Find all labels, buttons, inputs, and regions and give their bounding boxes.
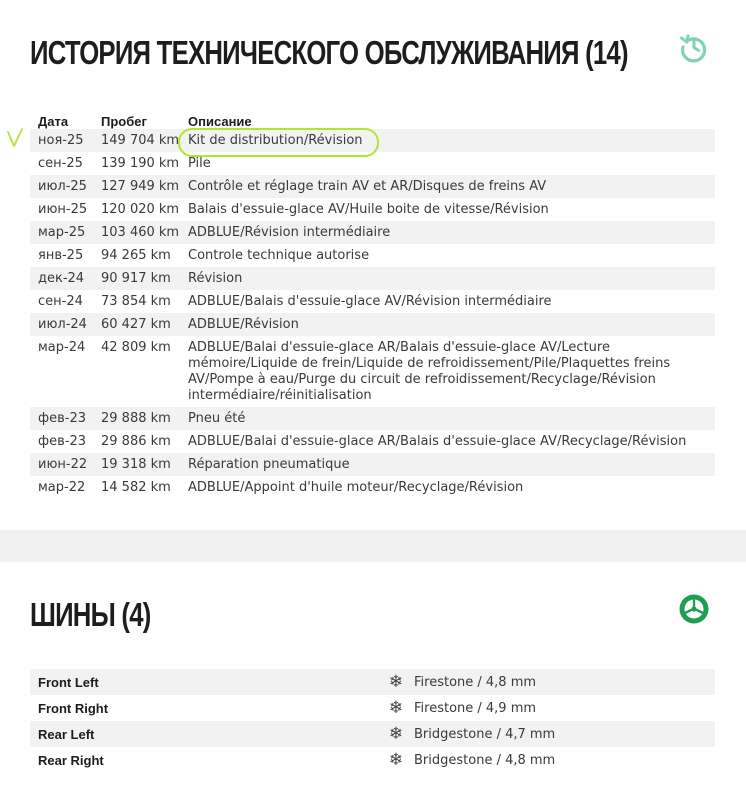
row-description: Réparation pneumatique xyxy=(188,453,715,476)
tire-row xyxy=(30,721,715,747)
row-date: ноя-25 xyxy=(30,129,101,152)
row-mileage: 94 265 km xyxy=(101,248,171,263)
row-date: сен-24 xyxy=(38,294,83,309)
row-date: мар-25 xyxy=(30,221,101,244)
table-row xyxy=(30,129,715,152)
row-mileage: 103 460 km xyxy=(101,221,188,244)
history-icon[interactable] xyxy=(678,31,710,63)
table-row xyxy=(30,476,715,499)
row-mileage: 29 886 km xyxy=(101,434,171,449)
history-header-row xyxy=(30,107,715,129)
check-mark xyxy=(6,127,24,149)
row-description: ADBLUE/Appoint d'huile moteur/Recyclage/Révision xyxy=(188,480,524,495)
row-description: Controle technique autorise xyxy=(188,248,370,263)
row-description: ADBLUE/Balai d'essuie-glace AR/Balais d'essuie-glace AV/Recyclage/Révision xyxy=(188,434,687,449)
row-mileage: 60 427 km xyxy=(101,313,188,336)
tire-brand-depth: Bridgestone / 4,8 mm xyxy=(414,752,556,768)
history-table xyxy=(30,107,715,499)
row-mileage: 19 318 km xyxy=(101,453,188,476)
tire-row xyxy=(30,669,715,695)
tires-title: ШИНЫ (4) xyxy=(30,596,151,633)
row-date: июн-22 xyxy=(30,453,101,476)
tire-list xyxy=(30,669,715,773)
row-description: Balais d'essuie-glace AV/Huile boite de vitesse/Révision xyxy=(188,202,549,217)
row-date: июн-25 xyxy=(38,202,88,217)
row-mileage: 29 888 km xyxy=(101,407,188,430)
row-description: ADBLUE/Révision xyxy=(188,313,715,336)
snowflake-icon: ❄ xyxy=(388,672,404,692)
table-row xyxy=(30,290,715,313)
row-date: дек-24 xyxy=(30,267,101,290)
table-row xyxy=(30,430,715,453)
snowflake-icon: ❄ xyxy=(388,750,404,770)
table-row xyxy=(30,244,715,267)
row-date: фев-23 xyxy=(38,434,87,449)
column-header-description: Описание xyxy=(188,114,252,129)
table-row xyxy=(30,336,715,407)
row-mileage: 120 020 km xyxy=(101,202,180,217)
row-description: ADBLUE/Révision intermédiaire xyxy=(188,221,715,244)
row-description: Pile xyxy=(188,156,211,171)
table-row xyxy=(30,267,715,290)
row-mileage: 127 949 km xyxy=(101,175,188,198)
row-description: ADBLUE/Balais d'essuie-glace AV/Révision intermédiaire xyxy=(188,294,552,309)
column-header-mileage: Пробег xyxy=(101,114,147,129)
row-mileage: 149 704 km xyxy=(101,129,188,152)
row-description: Révision xyxy=(188,267,715,290)
row-mileage: 73 854 km xyxy=(101,294,171,309)
row-date: мар-22 xyxy=(38,480,86,495)
row-date: июл-25 xyxy=(30,175,101,198)
tire-brand-depth: Firestone / 4,9 mm xyxy=(414,700,537,716)
row-mileage: 14 582 km xyxy=(101,480,171,495)
tire-position: Rear Left xyxy=(38,726,95,742)
tire-row xyxy=(30,747,715,773)
tire-row xyxy=(30,695,715,721)
tire-position: Rear Right xyxy=(38,752,104,768)
row-date: фев-23 xyxy=(30,407,101,430)
row-date: янв-25 xyxy=(38,248,84,263)
tire-brand-depth: Firestone / 4,8 mm xyxy=(414,674,537,690)
row-mileage: 90 917 km xyxy=(101,267,188,290)
table-row xyxy=(30,221,715,244)
row-description: Pneu été xyxy=(188,407,715,430)
tire-position: Front Right xyxy=(38,700,109,716)
table-row xyxy=(30,453,715,476)
snowflake-icon: ❄ xyxy=(388,698,404,718)
row-date: сен-25 xyxy=(38,156,83,171)
row-date: мар-24 xyxy=(38,340,86,355)
tire-icon[interactable] xyxy=(678,593,710,625)
table-row xyxy=(30,407,715,430)
table-row xyxy=(30,152,715,175)
snowflake-icon: ❄ xyxy=(388,724,404,744)
table-row xyxy=(30,198,715,221)
section-divider xyxy=(0,530,746,562)
row-description: Contrôle et réglage train AV et AR/Disques de freins AV xyxy=(188,175,715,198)
table-row xyxy=(30,175,715,198)
tire-brand-depth: Bridgestone / 4,7 mm xyxy=(414,726,556,742)
row-description: Kit de distribution/Révision xyxy=(188,129,715,152)
row-date: июл-24 xyxy=(30,313,101,336)
row-mileage: 139 190 km xyxy=(101,156,180,171)
history-title: ИСТОРИЯ ТЕХНИЧЕСКОГО ОБСЛУЖИВАНИЯ (14) xyxy=(30,34,628,71)
table-row xyxy=(30,313,715,336)
row-mileage: 42 809 km xyxy=(101,340,171,355)
row-description: ADBLUE/Balai d'essuie-glace AR/Balais d'essuie-glace AV/Lecture mémoire/Liquide de frein/Liquide de refroidissement/Pile/Plaquettes freins AV/Pompe à eau/Purge du circuit de refroidissement/Recyclage/Révision intermédiaire/réinitialisation xyxy=(188,340,671,403)
column-header-date: Дата xyxy=(38,114,69,129)
tire-position: Front Left xyxy=(38,674,99,690)
